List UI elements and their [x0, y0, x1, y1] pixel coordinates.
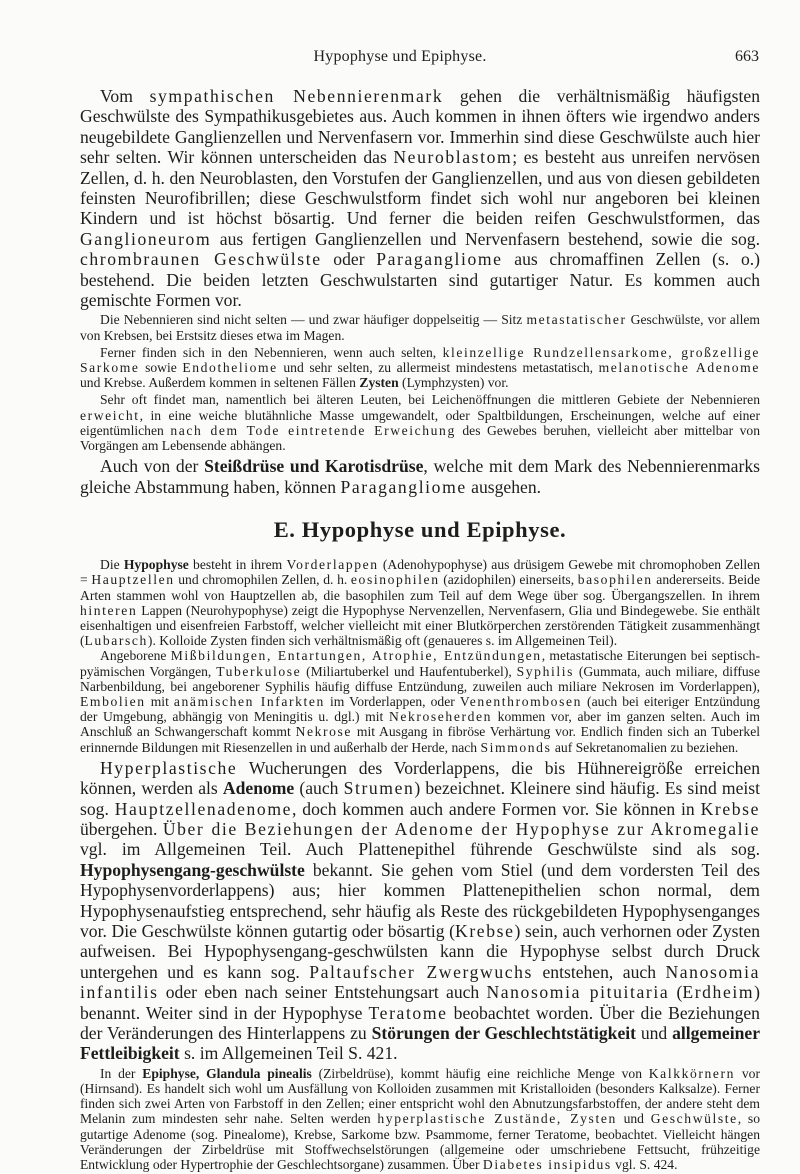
running-header: [0, 48, 800, 70]
paragraph-steissdruese: Auch von der Steißdrüse und Karotisdrüse, welche mit dem Mark des Nebennierenmarks gleiche Abstammung haben, können Paragangliome ausgehen.: [80, 456, 760, 497]
paragraph-epiphyse: In der Epiphyse, Glandula pinealis (Zirbeldrüse), kommt häufig eine reichliche Menge von Kalkkörnern vor (Hirnsand). Es handelt sich wohl um Ausfällung von Kolloiden zusammen mit Kristalloiden (besonders Kalksalze). Ferner finden sich zwei Arten von Farbstoff in den Zellen; einer entspricht wohl den Abnutzungsfarbstoffen, der andere steht dem Melanin zum mindesten sehr nahe. Selten werden hyperplastische Zustände, Zysten und Geschwülste, so gutartige Adenome (sog. Pinealome), Krebse, Sarkome bzw. Psammome, ferner Teratome, beobachtet. Vielleicht hängen Veränderungen der Zirbeldrüse mit Stoffwechselstörungen (allgemeine oder umschriebene Fettsucht, frühzeitige Entwicklung oder Hypertrophie der Geschlechtsorgane) zusammen. Über Diabetes insipidus vgl. S. 424.: [80, 1065, 760, 1173]
running-title: Hypophyse und Epiphyse.: [313, 48, 487, 65]
paragraph-erweichung: Sehr oft findet man, namentlich bei älteren Leuten, bei Leichenöffnungen die mittleren Gebiete der Nebennieren erweicht, in eine weiche blutähnliche Masse umgewandelt, oder Spaltbildungen, Erscheinungen, welche auf einer eigentümlichen nach dem Tode eintretende Erweichung des Gewebes beruhen, vielleicht aber mittelbar von Vorgängen am Lebensende abhängen.: [80, 392, 761, 454]
paragraph-missbildungen: Angeborene Mißbildungen, Entartungen, Atrophie, Entzündungen, metastatische Eiterungen bei septisch-pyämischen Vorgängen, Tuberkulose (Miliartuberkel und Haufentuberkel), Syphilis (Gummata, auch miliare, diffuse Narbenbildung, bei angeborener Syphilis häufig diffuse Entzündung, zuweilen auch miliare Nekrosen im Vorderlappen), Embolien mit anämischen Infarkten im Vorderlappen, oder Venenthrombosen (auch bei eiteriger Entzündung der Umgebung, abhängig von Meningitis u. dgl.) mit Nekroseherden kommen vor, aber im ganzen selten. Auch im Anschluß an Schwangerschaft kommt Nekrose mit Ausgang in fibröse Verhärtung vor. Endlich finden sich an Tuberkel erinnernde Bildungen mit Riesenzellen in und außerhalb der Herde, nach Simmonds auf Sekretanomalien zu beziehen.: [80, 648, 761, 755]
paragraph-hypophyse-bau: Die Hypophyse besteht in ihrem Vorderlappen (Adenohypophyse) aus drüsigem Gewebe mit chromophoben Zellen = Hauptzellen und chromophilen Zellen, d. h. eosinophilen (azidophilen) einerseits, basophilen andererseits. Beide Arten stammen wohl von Hauptzellen ab, die basophilen zum Teil auf dem Wege über sog. Übergangszellen. In ihrem hinteren Lappen (Neurohypophyse) zeigt die Hypophyse Nervenzellen, Nervenfasern, Glia und Bindegewebe. Sie enthält eisenhaltigen und eisenfreien Farbstoff, welcher vielleicht mit einer Blutkörperchen zerstörenden Tätigkeit zusammenhängt (Lubarsch). Kolloide Zysten finden sich verhältnismäßig oft (genaueres s. im Allgemeinen Teil).: [80, 557, 760, 649]
paragraph-sarkome: Ferner finden sich in den Nebennieren, wenn auch selten, kleinzellige Rundzellensarkome, großzellige Sarkome sowie Endotheliome und sehr selten, zu allermeist mindestens metastatisch, melanotische Adenome und Krebse. Außerdem kommen in seltenen Fällen Zysten (Lymphzysten) vor.: [80, 344, 760, 391]
page-body: [80, 86, 760, 1172]
page-number: 663: [735, 48, 759, 65]
section-heading: E. Hypophyse und Epiphyse.: [273, 517, 567, 543]
paragraph-metastasen: Die Nebennieren sind nicht selten — und zwar häufiger doppelseitig — Sitz metastatischer Geschwülste, vor allem von Krebsen, bei Erstsitz dieses etwa im Magen.: [80, 312, 761, 343]
paragraph-hyperplastische-wucherungen: Hyperplastische Wucherungen des Vorderlappens, die bis Hühnereigröße erreichen können, werden als Adenome (auch Strumen) bezeichnet. Kleinere sind häufig. Es sind meist sog. Hauptzellenadenome, doch kommen auch andere Formen vor. Sie können in Krebse übergehen. Über die Beziehungen der Adenome der Hypophyse zur Akromegalie vgl. im Allgemeinen Teil. Auch Plattenepithel führende Geschwülste sind als sog. Hypophysengang-geschwülste bekannt. Sie gehen vom Stiel (und dem vordersten Teil des Hypophysenvorderlappens) aus; hier kommen Plattenepithelien schon normal, dem Hypophysenaufstieg entsprechend, sehr häufig als Reste des rückgebildeten Hypophysenganges vor. Die Geschwülste können gutartig oder bösartig (Krebse) sein, auch verhornen oder Zysten aufweisen. Bei Hypophysengang-geschwülsten kann die Hypophyse selbst durch Druck untergehen und es kann sog. Paltaufscher Zwergwuchs entstehen, auch Nanosomia infantilis oder eben nach seiner Entstehungsart auch Nanosomia pituitaria (Erdheim) benannt. Weiter sind in der Hypophyse Teratome beobachtet worden. Über die Beziehungen der Veränderungen des Hinterlappens zu Störungen der Geschlechtstätigkeit und allgemeiner Fettleibigkeit s. im Allgemeinen Teil S. 421.: [80, 757, 761, 1064]
paragraph-nebennierenmark: Vom sympathischen Nebennierenmark gehen die verhältnismäßig häufigsten Geschwülste des Sympathikusgebietes aus. Auch kommen in ihnen öfters wie irgendwo anders neugebildete Ganglienzellen und Nervenfasern vor. Immerhin sind diese Geschwülste auch hier sehr selten. Wir können unterscheiden das Neuroblastom; es besteht aus unreifen nervösen Zellen, d. h. den Neuroblasten, den Vorstufen der Ganglienzellen, und aus von diesen gebildeten feinsten Neurofibrillen; diese Geschwulstform findet sich wohl nur angeboren bei kleinen Kindern und ist höchst bösartig. Und ferner die beiden reifen Geschwulstformen, das Ganglioneurom aus fertigen Ganglienzellen und Nervenfasern bestehend, sowie die sog. chrombraunen Geschwülste oder Paragangliome aus chromaffinen Zellen (s. o.) bestehend. Die beiden letzten Geschwulstarten sind gutartiger Natur. Es kommen auch gemischte Formen vor.: [80, 86, 761, 311]
